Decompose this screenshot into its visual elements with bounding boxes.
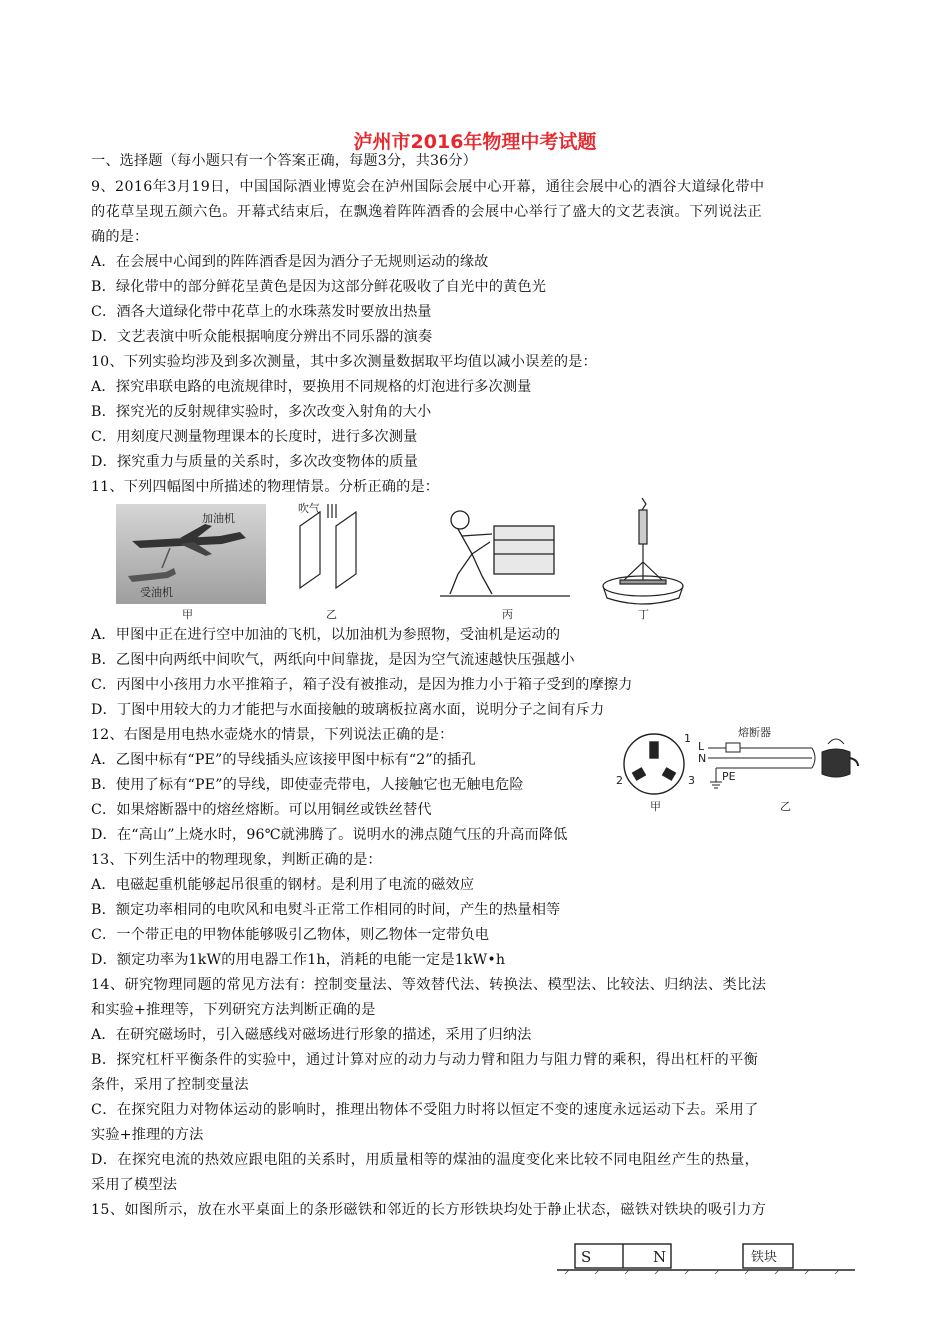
refueling-photo [116, 504, 266, 604]
label-refuel-bottom: 受油机 [140, 586, 173, 599]
q14-option-d-1: D．在探究电流的热效应跟电阻的关系时，用质量相等的煤油的温度变化来比较不同电阻丝产生的热量， [91, 1152, 760, 1168]
socket-figure [624, 734, 684, 794]
child-push-figure [440, 511, 570, 596]
q12-option-c: C．如果熔断器中的熔丝熔断。可以用铜丝或铁丝替代 [91, 802, 432, 818]
socket-label-1: 1 [684, 732, 691, 745]
q11-option-a: A．甲图中正在进行空中加油的飞机，以加油机为参照物，受油机是运动的 [91, 627, 561, 643]
label-yi: 乙 [326, 608, 337, 621]
magnet-label-s: S [581, 1248, 592, 1266]
q14-stem-2: 和实验+推理等，下列研究方法判断正确的是 [91, 1002, 376, 1018]
iron-label: 铁块 [751, 1250, 778, 1265]
q14-option-b-1: B．探究杠杆平衡条件的实验中，通过计算对应的动力与动力臂和阻力与阻力臂的乘积，得出杠杆的平衡 [91, 1052, 759, 1068]
circuit-label-n: N [698, 752, 707, 765]
label-blow: 吹气 [298, 502, 320, 515]
q9-option-a: A．在会展中心闻到的阵阵酒香是因为酒分子无规则运动的缘故 [91, 254, 489, 270]
q11-option-d: D．丁图中用较大的力才能把与水面接触的玻璃板拉离水面，说明分子之间有斥力 [91, 702, 605, 718]
q15-stem: 15、如图所示，放在水平桌面上的条形磁铁和邻近的长方形铁块均处于静止状态，磁铁对铁块的吸引力方 [91, 1202, 767, 1218]
socket-label-3: 3 [688, 774, 695, 787]
q10-option-a: A．探究串联电路的电流规律时，要换用不同规格的灯泡进行多次测量 [91, 379, 532, 395]
socket-caption-jia: 甲 [650, 800, 661, 813]
q14-option-d-2: 采用了模型法 [91, 1177, 178, 1193]
q9-stem-1: 9、2016年3月19日，中国国际酒业博览会在泸州国际会展中心开幕，通往会展中心的酒谷大道绿化带中 [91, 179, 765, 195]
q9-option-b: B．绿化带中的部分鲜花呈黄色是因为这部分鲜花吸收了自光中的黄色光 [91, 279, 547, 295]
circuit-label-pe: PE [722, 770, 736, 783]
q14-option-c-1: C．在探究阻力对物体运动的影响时，推理出物体不受阻力时将以恒定不变的速度永远运动下去。采用了 [91, 1102, 759, 1118]
q9-stem-2: 的花草呈现五颜六色。开幕式结束后，在飘逸着阵阵酒香的会展中心举行了盛大的文艺表演。下列说法正 [91, 204, 763, 220]
q10-option-d: D．探究重力与质量的关系时，多次改变物体的质量 [91, 454, 418, 470]
glass-plate-figure [603, 498, 683, 604]
q13-option-a: A．电磁起重机能够起吊很重的钢材。是利用了电流的磁效应 [91, 877, 475, 893]
q13-option-c: C．一个带正电的甲物体能够吸引乙物体，则乙物体一定带负电 [91, 927, 490, 943]
q14-option-a: A．在研究磁场时，引入磁感线对磁场进行形象的描述，采用了归纳法 [91, 1027, 532, 1043]
magnet-label-n: N [653, 1248, 667, 1266]
q12-option-a: A．乙图中标有“PE”的导线插头应该接甲图中标有“2”的插孔 [91, 752, 476, 768]
q11-option-b: B．乙图中向两纸中间吹气，两纸向中间靠拢，是因为空气流速越快压强越小 [91, 652, 575, 668]
q13-stem: 13、下列生活中的物理现象，判断正确的是： [91, 852, 382, 868]
q11-stem: 11、下列四幅图中所描述的物理情景。分析正确的是： [91, 479, 440, 495]
paper-blow-figure [300, 504, 356, 588]
q11-option-c: C．丙图中小孩用力水平推箱子，箱子没有被推动，是因为推力小于箱子受到的摩擦力 [91, 677, 633, 693]
q12-option-b: B．使用了标有“PE”的导线，即使壶壳带电，人接触它也无触电危险 [91, 777, 524, 793]
q13-option-d: D．额定功率为1kW的用电器工作1h，消耗的电能一定是1kW•h [91, 952, 506, 968]
q9-option-c: C．酒各大道绿化带中花草上的水珠蒸发时要放出热量 [91, 304, 432, 320]
q10-stem: 10、下列实验均涉及到多次测量，其中多次测量数据取平均值以减小误差的是： [91, 354, 597, 370]
q13-option-b: B．额定功率相同的电吹风和电熨斗正常工作相同的时间，产生的热量相等 [91, 902, 561, 918]
q9-option-d: D．文艺表演中听众能根据响度分辨出不同乐器的演奏 [91, 329, 433, 345]
section-heading: 一、选择题（每小题只有一个答案正确，每题3分，共36分） [91, 153, 477, 169]
q12-stem: 12、右图是用电热水壶烧水的情景，下列说法正确的是： [91, 727, 454, 743]
q12-option-d: D．在“高山”上烧水时，96℃就沸腾了。说明水的沸点随气压的升高而降低 [91, 827, 568, 843]
page-title: 泸州市2016年物理中考试题 [353, 131, 597, 153]
label-jia: 甲 [182, 608, 193, 621]
q15-figure [555, 1238, 860, 1278]
q10-option-c: C．用刻度尺测量物理课本的长度时，进行多次测量 [91, 429, 418, 445]
q12-figures [612, 722, 862, 822]
label-bing: 丙 [502, 608, 513, 621]
circuit-label-l: L [698, 740, 705, 753]
q14-option-c-2: 实验+推理的方法 [91, 1127, 204, 1143]
q11-figures [110, 496, 690, 624]
q9-stem-3: 确的是： [91, 229, 149, 245]
socket-label-2: 2 [616, 774, 623, 787]
label-ding: 丁 [638, 608, 649, 621]
q10-option-b: B．探究光的反射规律实验时，多次改变入射角的大小 [91, 404, 432, 420]
circuit-caption-yi: 乙 [780, 800, 791, 813]
q14-option-b-2: 条件，采用了控制变量法 [91, 1077, 249, 1093]
circuit-label-fuse: 熔断器 [738, 726, 771, 739]
label-refuel-top: 加油机 [202, 512, 235, 525]
q14-stem-1: 14、研究物理同题的常见方法有：控制变量法、等效替代法、转换法、模型法、比较法、归纳法、类比法 [91, 977, 767, 993]
